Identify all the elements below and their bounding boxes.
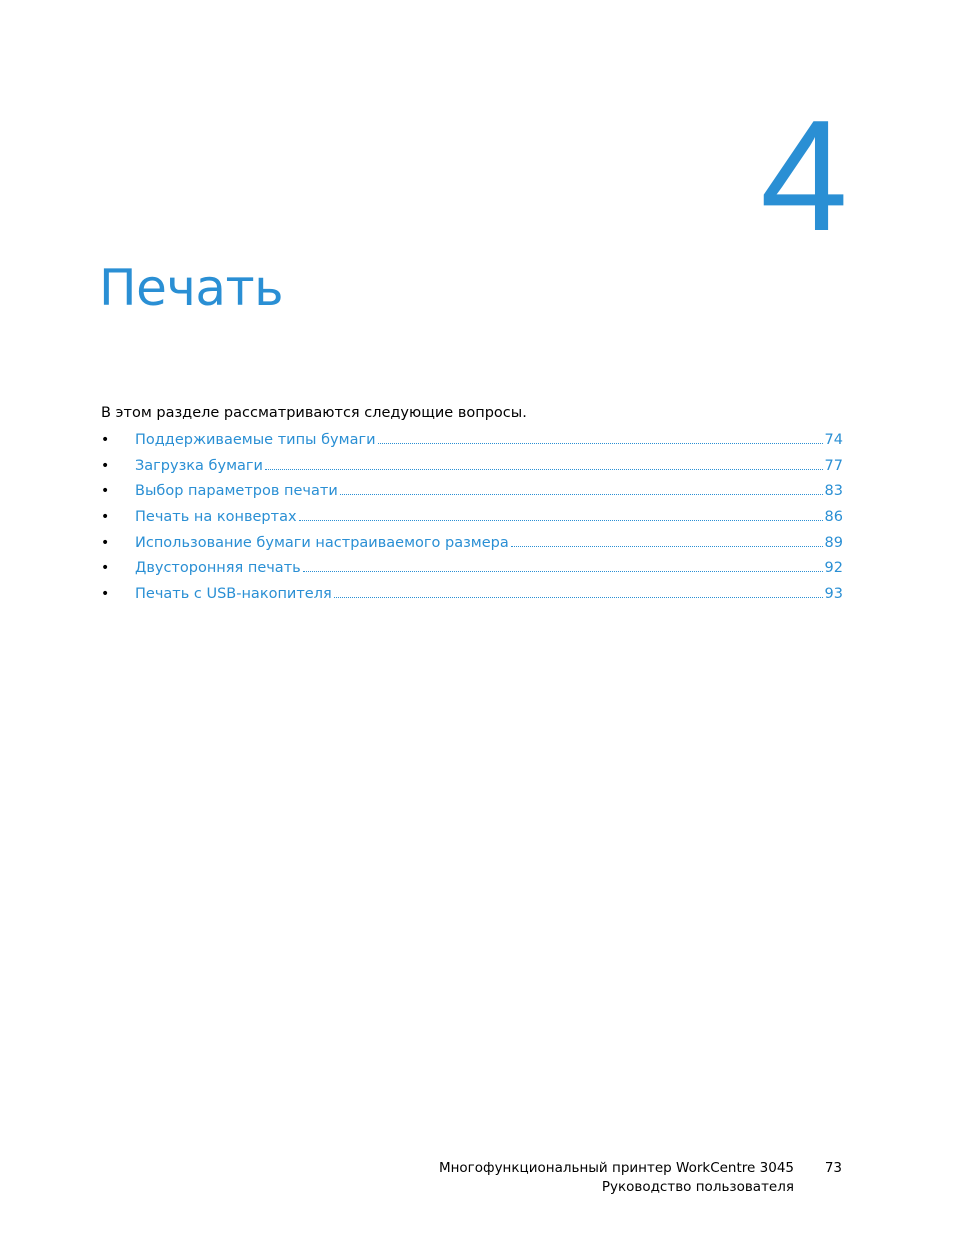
- toc-item: [101, 581, 843, 607]
- toc-link-usb[interactable]: [135, 584, 843, 604]
- toc-link-label: Печать на конвертах: [135, 508, 297, 525]
- toc-link-print-options[interactable]: [135, 481, 843, 501]
- dot-leader: [511, 546, 823, 547]
- toc-link-label: Двусторонняя печать: [135, 560, 301, 577]
- bullet: •: [101, 431, 110, 448]
- toc-page-number: 89: [824, 534, 843, 551]
- table-of-contents: [101, 427, 843, 607]
- dot-leader: [378, 443, 823, 444]
- toc-link-label: Выбор параметров печати: [135, 483, 338, 500]
- toc-link-envelopes[interactable]: [135, 507, 843, 527]
- toc-item: [101, 453, 843, 479]
- toc-link-custom-size[interactable]: [135, 533, 843, 553]
- toc-page-number: 74: [824, 431, 843, 448]
- toc-link-duplex[interactable]: [135, 558, 843, 578]
- dot-leader: [265, 469, 823, 470]
- toc-page-number: 86: [824, 508, 843, 525]
- bullet: •: [101, 508, 110, 525]
- toc-link-loading-paper[interactable]: [135, 456, 843, 476]
- footer-product-name: Многофункциональный принтер WorkCentre 3045: [438, 1160, 794, 1176]
- toc-item: [101, 478, 843, 504]
- dot-leader: [303, 571, 823, 572]
- intro-text: В этом разделе рассматриваются следующие вопросы.: [101, 405, 527, 421]
- toc-item: [101, 530, 843, 556]
- toc-link-supported-paper[interactable]: [135, 430, 843, 450]
- toc-page-number: 93: [824, 585, 843, 602]
- bullet: •: [101, 483, 110, 500]
- bullet: •: [101, 560, 110, 577]
- dot-leader: [299, 520, 823, 521]
- toc-item: [101, 427, 843, 453]
- toc-item: [101, 504, 843, 530]
- toc-link-label: Загрузка бумаги: [135, 457, 263, 474]
- chapter-number: 4: [760, 88, 848, 264]
- toc-item: [101, 555, 843, 581]
- dot-leader: [340, 494, 823, 495]
- toc-page-number: 83: [824, 483, 843, 500]
- footer-page-number: 73: [824, 1160, 842, 1176]
- dot-leader: [334, 597, 823, 598]
- toc-link-label: Поддерживаемые типы бумаги: [135, 431, 376, 448]
- bullet: •: [101, 457, 110, 474]
- toc-link-label: Печать с USB-накопителя: [135, 585, 332, 602]
- bullet: •: [101, 585, 110, 602]
- toc-page-number: 77: [824, 457, 843, 474]
- toc-link-label: Использование бумаги настраиваемого размера: [135, 534, 509, 551]
- chapter-title: Печать: [99, 259, 284, 317]
- toc-page-number: 92: [824, 560, 843, 577]
- footer-guide-name: Руководство пользователя: [601, 1179, 794, 1195]
- bullet: •: [101, 534, 110, 551]
